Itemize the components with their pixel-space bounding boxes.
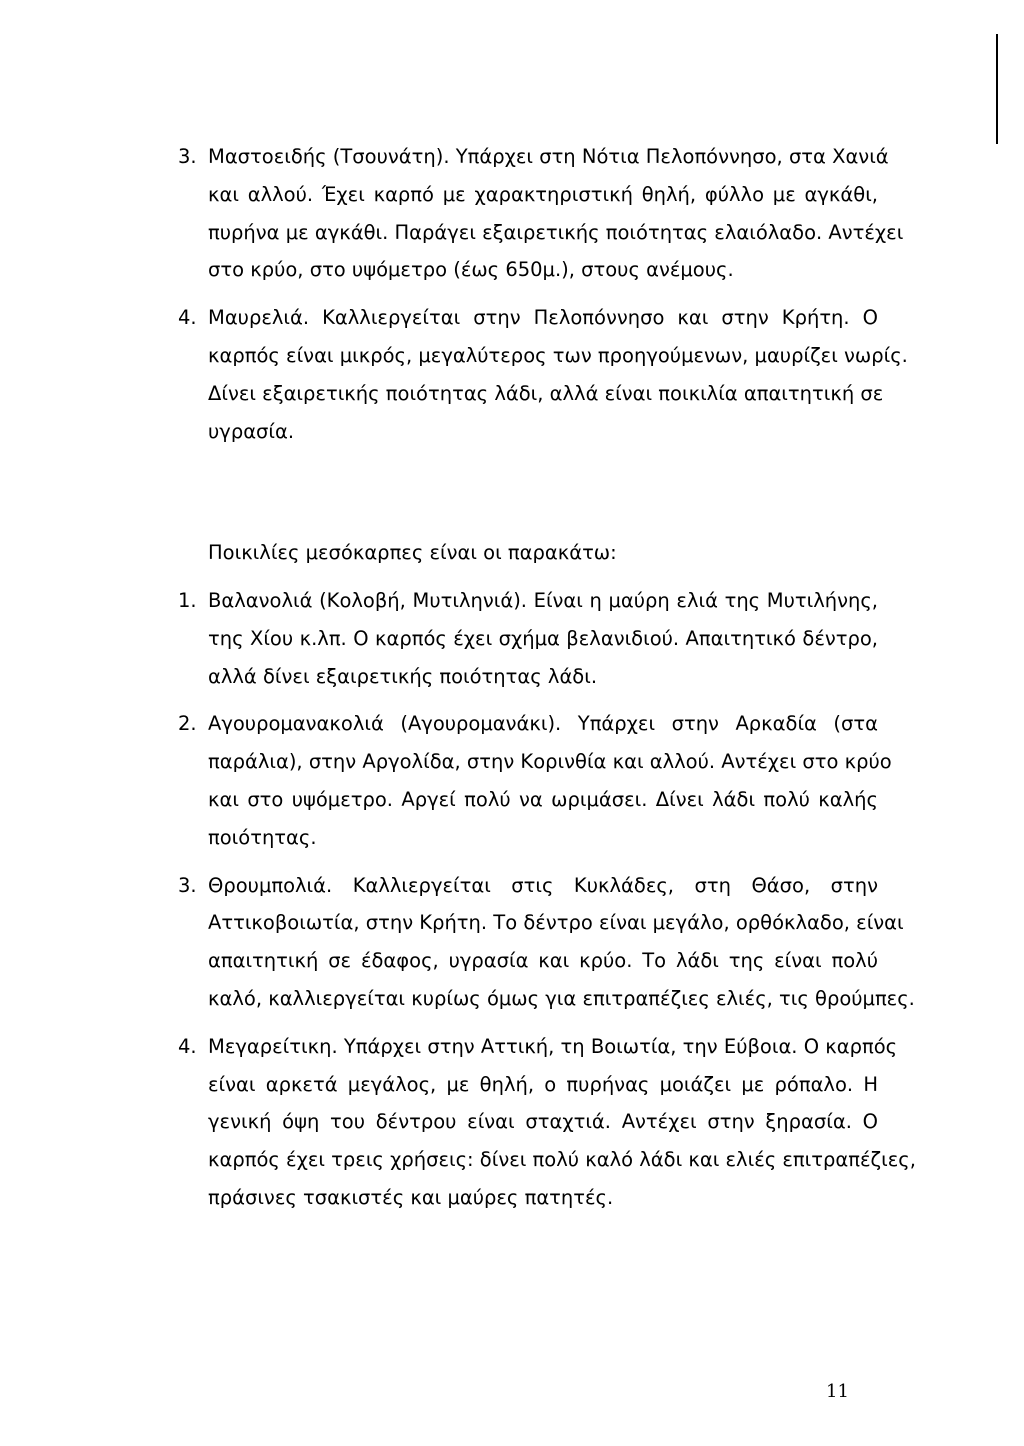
item-number: 3. [178, 873, 197, 897]
list-item [178, 867, 915, 1018]
list-item [178, 582, 878, 695]
item-number: 3. [178, 145, 197, 168]
list-item-line: 3. Θρουμπολιά. Καλλιεργείται στις Κυκλάδες, στη Θάσο, στην [178, 867, 878, 905]
item-number: 1. [178, 589, 197, 612]
list-item-line: 1. Βαλανολιά (Κολοβή, Μυτιληνιά). Είναι η μαύρη ελιά της Μυτιλήνης, [178, 582, 878, 620]
list-item-line: και αλλού. Έχει καρπό με χαρακτηριστική θηλή, φύλλο με αγκάθι, [208, 182, 878, 206]
list-item-line: και στο υψόμετρο. Αργεί πολύ να ωριμάσει. Δίνει λάδι πολύ καλής [208, 787, 878, 811]
list-item-line: Αττικοβοιωτία, στην Κρήτη. Το δέντρο είναι μεγάλο, ορθόκλαδο, είναι [208, 911, 904, 935]
item-number: 4. [178, 306, 197, 330]
list-item-line: γενική όψη του δέντρου είναι σταχτιά. Αντέχει στην ξηρασία. Ο [208, 1110, 878, 1134]
list-item-line: αλλά δίνει εξαιρετικής ποιότητας λάδι. [208, 664, 598, 688]
list-item-line: στο κρύο, στο υψόμετρο (έως 650μ.), στους ανέμους. [208, 258, 734, 282]
item-number: 2. [178, 712, 197, 736]
list-item-line: πράσινες τσακιστές και μαύρες πατητές. [208, 1185, 614, 1209]
list-item-line: της Χίου κ.λπ. Ο καρπός έχει σχήμα βελανιδιού. Απαιτητικό δέντρο, [208, 626, 878, 650]
list-item-line: καλό, καλλιεργείται κυρίως όμως για επιτραπέζιες ελιές, τις θρούμπες. [208, 986, 915, 1010]
list-item [178, 1028, 916, 1217]
list-item-line: καρπός έχει τρεις χρήσεις: δίνει πολύ καλό λάδι και ελιές επιτραπέζιες, [208, 1148, 916, 1172]
list-item-line: παράλια), στην Αργολίδα, στην Κορινθία και αλλού. Αντέχει στο κρύο [208, 750, 892, 774]
list-item-line: είναι αρκετά μεγάλος, με θηλή, ο πυρήνας μοιάζει με ρόπαλο. Η [208, 1072, 878, 1096]
list-item-line: 3. Μαστοειδής (Τσουνάτη). Υπάρχει στη Νότια Πελοπόννησο, στα Χανιά [178, 138, 878, 176]
list-item-line: υγρασία. [208, 419, 295, 443]
list-item-line: Δίνει εξαιρετικής ποιότητας λάδι, αλλά είναι ποικιλία απαιτητική σε [208, 381, 884, 405]
list-item-line: 4. Μαυρελιά. Καλλιεργείται στην Πελοπόννησο και στην Κρήτη. Ο [178, 299, 878, 337]
section-intro: Ποικιλίες μεσόκαρπες είναι οι παρακάτω: [208, 541, 617, 564]
list-section-a [178, 138, 908, 450]
list-item [178, 138, 904, 289]
item-number: 4. [178, 1034, 197, 1058]
list-item [178, 705, 892, 856]
list-item-line: απαιτητική σε έδαφος, υγρασία και κρύο. Το λάδι της είναι πολύ [208, 949, 878, 973]
page-number: 11 [826, 1381, 849, 1402]
margin-rule [996, 34, 998, 144]
list-item-line: 4. Μεγαρείτικη. Υπάρχει στην Αττική, τη Βοιωτία, την Εύβοια. Ο καρπός [178, 1028, 878, 1066]
list-item-line: πυρήνα με αγκάθι. Παράγει εξαιρετικής ποιότητας ελαιόλαδο. Αντέχει [208, 220, 904, 244]
list-item-line: 2. Αγουρομανακολιά (Αγουρομανάκι). Υπάρχει στην Αρκαδία (στα [178, 705, 878, 743]
list-item [178, 299, 908, 450]
list-section-b [178, 582, 916, 1217]
list-item-line: ποιότητας. [208, 825, 317, 849]
list-item-line: καρπός είναι μικρός, μεγαλύτερος των προηγούμενων, μαυρίζει νωρίς. [208, 343, 908, 367]
